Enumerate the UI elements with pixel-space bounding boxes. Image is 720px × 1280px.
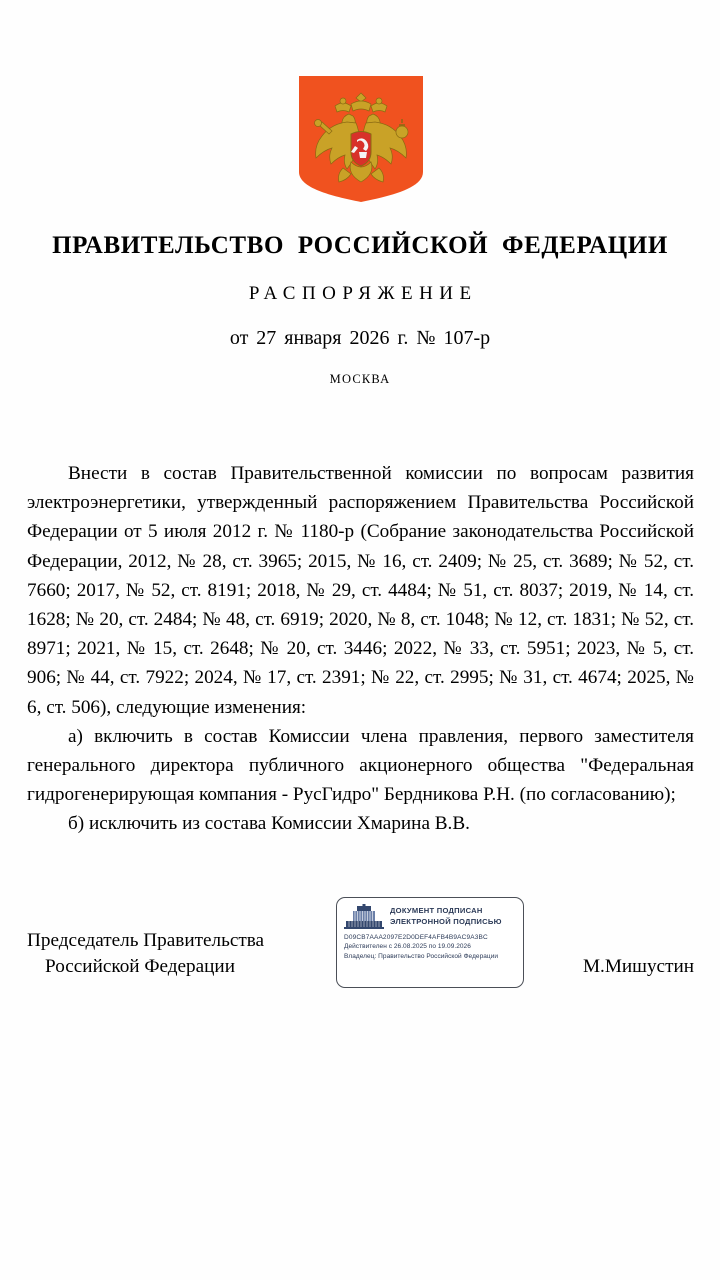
russian-coat-of-arms-emblem bbox=[299, 76, 423, 202]
stamp-header-line-1: ДОКУМЕНТ ПОДПИСАН bbox=[390, 906, 483, 916]
government-building-icon bbox=[344, 904, 384, 929]
stamp-header bbox=[344, 903, 517, 930]
document-kind: РАСПОРЯЖЕНИЕ bbox=[248, 283, 478, 304]
stamp-validity: Действителен с 26.08.2025 по 19.09.2026 bbox=[344, 943, 471, 951]
stamp-header-line-2: ЭЛЕКТРОННОЙ ПОДПИСЬЮ bbox=[390, 916, 502, 926]
body-paragraph-item-b: б) исключить из состава Комиссии Хмарина В.В. bbox=[68, 813, 470, 835]
electronic-signature-stamp bbox=[336, 897, 524, 988]
signer-position bbox=[27, 928, 327, 980]
body-paragraph-intro: Внести в состав Правительственной комиссии по вопросам развития электроэнергетики, утвержденный распоряжением Правительства Российской Федерации от 5 июля 2012 г. № 1180-р (Собрание законодательства Российской Федерации, 2012, № 28, ст. 3965; 2015, № 16, ст. 2409; № 25, ст. 3689; № 52, ст. 7660; 2017, № 52, ст. 8191; 2018, № 29, ст. 4484; № 51, ст. 8037; 2019, № 14, ст. 1628; № 20, ст. 2484; № 48, ст. 6919; 2020, № 8, ст. 1048; № 12, ст. 1831; № 52, ст. 8971; 2021, № 15, ст. 2648; № 20, ст. 3446; 2022, № 33, ст. 5951; 2023, № 5, ст. 906; № 44, ст. 7922; 2024, № 17, ст. 2391; № 22, ст. 2995; № 31, ст. 4674; 2025, № 6, ст. 506), следующие изменения: bbox=[27, 463, 694, 718]
stamp-header-text bbox=[390, 906, 517, 927]
signer-position-line-1: Председатель Правительства bbox=[27, 930, 265, 951]
document-title: ПРАВИТЕЛЬСТВО РОССИЙСКОЙ ФЕДЕРАЦИИ bbox=[52, 232, 668, 259]
document-date-number: от 27 января 2026 г. № 107-р bbox=[229, 327, 491, 349]
body-paragraph-item-a: а) включить в состав Комиссии члена правления, первого заместителя генерального директора публичного акционерного общества "Федеральная гидрогенерирующая компания - РусГидро" Бердникова Р.Н. (по согласованию); bbox=[27, 725, 694, 806]
signer-position-line-2: Российской Федерации bbox=[45, 956, 235, 977]
stamp-certificate-hash: D09CB7AAA2097E2D0DEF4AFB4B9AC9A3BC bbox=[344, 934, 488, 941]
stamp-owner: Владелец: Правительство Российской Федерации bbox=[344, 952, 499, 960]
stamp-details bbox=[344, 933, 517, 961]
document-city: МОСКВА bbox=[329, 372, 391, 386]
document-body bbox=[27, 459, 694, 839]
signer-name: М.Мишустин bbox=[583, 956, 694, 977]
